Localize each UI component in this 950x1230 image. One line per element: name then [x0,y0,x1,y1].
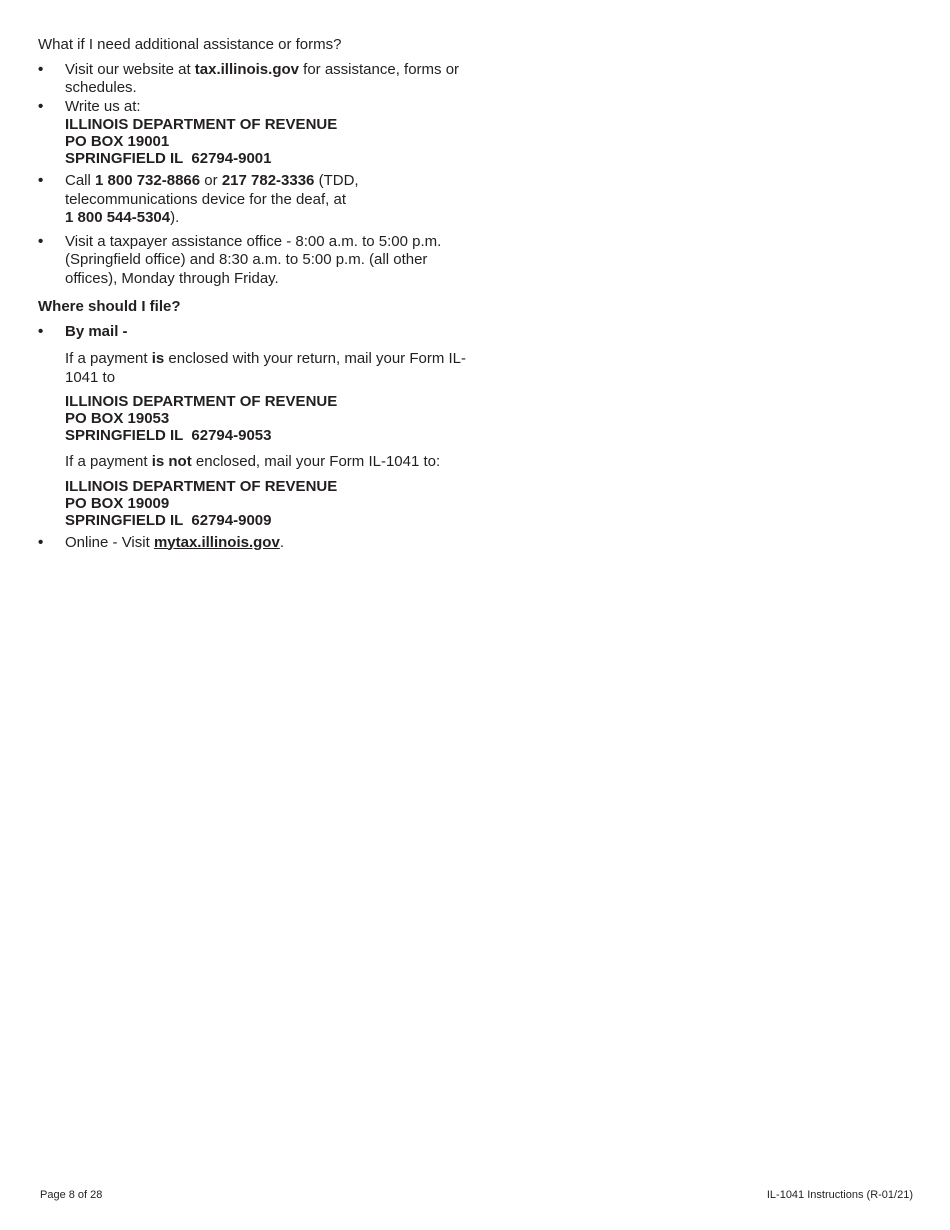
address-line: PO BOX 19053 [65,410,170,427]
list-item-office [38,233,478,289]
address-line: SPRINGFIELD IL 62794-9009 [65,511,272,529]
online-text-pre: Online - Visit [65,533,154,551]
call-text-mid: (TDD, telecommunications device for the deaf, at [65,172,359,208]
mailing-address-without-payment [65,478,478,529]
list-item-write [38,98,478,168]
bullet-icon: • [38,172,44,189]
website-text-post: for assistance, forms or schedules. [65,60,460,96]
list-item-website [38,61,478,98]
text-fragment: enclosed with your return, mail your Form IL-1041 to [65,350,467,386]
text-fragment: If a payment [65,453,152,470]
text-fragment: enclosed, mail your Form IL-1041 to: [191,453,441,470]
office-hours-text: Visit a taxpayer assistance office - 8:00 a.m. to 5:00 p.m. (Springfield office) and 8:30 a.m. to 5:00 p.m. (all other offices), Monday through Friday. [65,232,442,287]
address-line: SPRINGFIELD IL 62794-9053 [65,427,272,444]
assistance-list [38,61,478,289]
address-line: PO BOX 19009 [65,494,170,512]
assistance-question: What if I need additional assistance or forms? [38,36,342,53]
address-line: ILLINOIS DEPARTMENT OF REVENUE [65,477,338,495]
payment-enclosed-text [65,350,478,387]
website-name[interactable]: tax.illinois.gov [194,60,299,78]
text-fragment: If a payment [65,350,152,367]
bullet-icon: • [38,322,44,340]
mytax-link[interactable]: mytax.illinois.gov [153,533,280,551]
content-column [38,36,478,557]
by-mail-label: By mail - [65,322,128,340]
call-text-pre: Call [65,172,96,189]
address-line: ILLINOIS DEPARTMENT OF REVENUE [65,116,338,133]
list-item-by-mail [38,323,478,529]
call-text-or: or [200,172,222,189]
tdd-phone-number: 1 800 544-5304 [65,209,171,226]
bullet-icon: • [38,60,44,78]
call-text-post: ). [170,209,180,226]
form-identifier: IL-1041 Instructions (R-01/21) [766,1189,913,1201]
write-label: Write us at: [65,97,141,115]
filing-list [38,323,478,553]
address-line: PO BOX 19001 [65,133,170,150]
list-item-online [38,534,478,553]
bullet-icon: • [38,533,44,551]
emphasis: is not [151,453,192,470]
phone-number: 217 782-3336 [221,172,315,189]
bullet-icon: • [38,97,44,115]
website-text-pre: Visit our website at [65,60,195,78]
payment-not-enclosed-text [65,453,445,472]
address-line: ILLINOIS DEPARTMENT OF REVENUE [65,393,338,410]
mailing-address-general [65,116,478,167]
mailing-address-with-payment [65,393,478,444]
bullet-icon: • [38,232,44,250]
list-item-call [38,172,478,228]
emphasis: is [151,350,165,367]
address-line: SPRINGFIELD IL 62794-9001 [65,150,272,167]
phone-number: 1 800 732-8866 [95,172,201,189]
online-text-post: . [279,533,284,551]
page-number: Page 8 of 28 [40,1189,103,1201]
filing-question: Where should I file? [38,298,181,315]
